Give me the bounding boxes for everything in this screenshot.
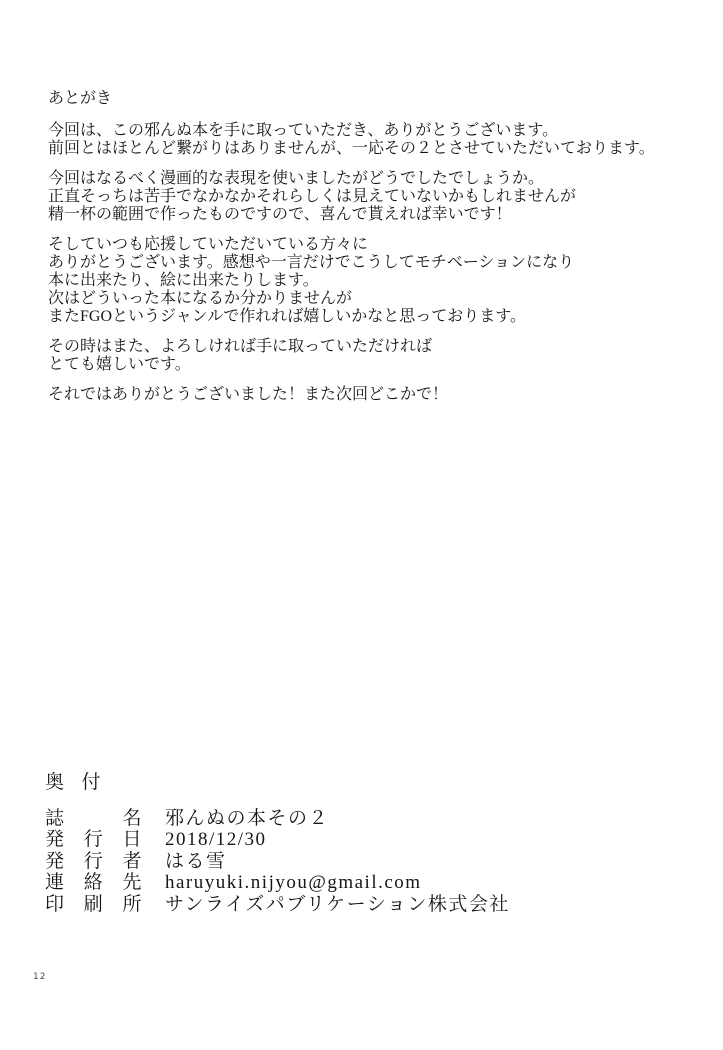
afterword-line: それではありがとうございました！また次回どこかで！ [48, 386, 449, 403]
colophon-label: 印刷所 [45, 893, 143, 915]
colophon-label: 誌名 [45, 807, 143, 829]
colophon-rows [45, 808, 510, 916]
colophon-row [45, 808, 510, 830]
afterword-paragraph [48, 170, 655, 224]
afterword-line: またFGOというジャンルで作れれば嬉しいかなと思っております。 [48, 308, 527, 325]
colophon-row [45, 829, 510, 851]
colophon-value: はる雪 [165, 850, 227, 872]
colophon-row [45, 894, 510, 916]
afterword-line: 本に出来たり、絵に出来たりします。 [48, 272, 319, 289]
afterword-line: 正直そっちは苦手でなかなかそれらしくは見えていないかもしれませんが [48, 188, 577, 205]
afterword-line: その時はまた、よろしければ手に取っていただければ [48, 338, 433, 355]
colophon-value: 邪んぬの本その２ [165, 807, 330, 829]
colophon-label: 発行日 [45, 829, 143, 850]
colophon-label: 発行者 [45, 850, 143, 872]
afterword-heading: あとがき [48, 90, 113, 107]
colophon-value: サンライズパブリケーション株式会社 [165, 893, 510, 915]
afterword-line: そしていつも応援していただいている方々に [48, 236, 369, 253]
afterword-section [48, 90, 655, 416]
afterword-paragraph [48, 122, 655, 158]
afterword-body [48, 122, 655, 404]
afterword-paragraph [48, 236, 655, 326]
page-number: 12 [33, 972, 47, 982]
colophon-value: haruyuki.nijyou@gmail.com [165, 872, 422, 893]
afterword-paragraph [48, 338, 655, 374]
afterword-line: 前回とはほとんど繋がりはありませんが、一応その２とさせていただいております。 [48, 140, 655, 157]
colophon-heading: 奥付 [45, 772, 102, 793]
afterword-line: ありがとうございます。感想や一言だけでこうしてモチベーションになり [48, 254, 575, 271]
colophon-label: 連絡先 [45, 872, 143, 893]
afterword-line: 今回はなるべく漫画的な表現を使いましたがどうでしたでしょうか。 [48, 170, 545, 187]
afterword-line: とても嬉しいです。 [48, 356, 191, 373]
colophon-section [45, 772, 510, 915]
afterword-paragraph [48, 386, 655, 404]
afterword-line: 精一杯の範囲で作ったものですので、喜んで貰えれば幸いです！ [48, 206, 512, 223]
colophon-value: 2018/12/30 [165, 829, 267, 850]
afterword-line: 次はどういった本になるか分かりませんが [48, 290, 353, 307]
afterword-line: 今回は、この邪んぬ本を手に取っていただき、ありがとうございます。 [48, 122, 559, 139]
colophon-row [45, 872, 510, 894]
colophon-row [45, 851, 510, 873]
